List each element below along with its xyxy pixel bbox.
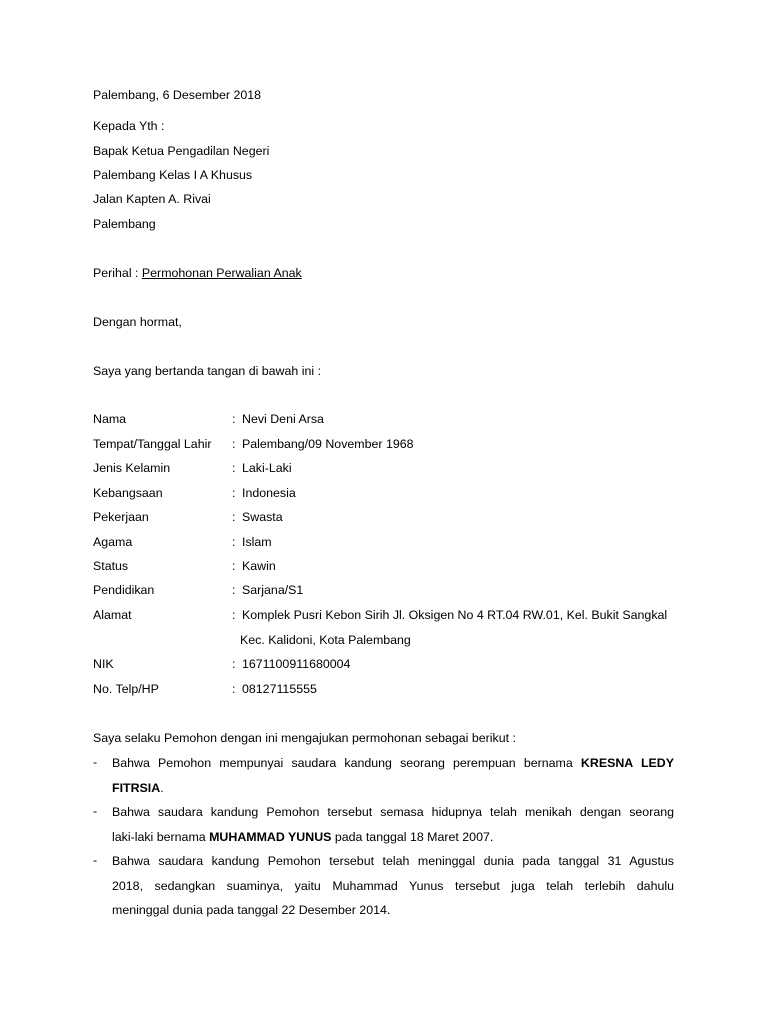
identity-row-status xyxy=(93,559,693,577)
identity-label: No. Telp/HP xyxy=(93,682,159,696)
recipient-line-street: Jalan Kapten A. Rivai xyxy=(93,192,211,206)
identity-colon: : xyxy=(232,535,236,549)
identity-colon: : xyxy=(232,437,236,451)
identity-row-phone xyxy=(93,682,693,700)
identity-colon: : xyxy=(232,510,236,524)
identity-value: Indonesia xyxy=(242,486,296,500)
point-2-line-1: Bahwa saudara kandung Pemohon tersebut semasa hidupnya telah menikah dengan seorang xyxy=(112,805,674,819)
point-2-text-b: pada tanggal 18 Maret 2007. xyxy=(331,829,494,844)
identity-value: Komplek Pusri Kebon Sirih Jl. Oksigen No 4 RT.04 RW.01, Kel. Bukit Sangkal xyxy=(242,608,668,622)
subject-value: Permohonan Perwalian Anak xyxy=(141,266,302,280)
identity-colon: : xyxy=(232,486,236,500)
point-1 xyxy=(112,751,674,800)
identity-value: Kec. Kalidoni, Kota Palembang xyxy=(240,633,411,647)
identity-row-gender xyxy=(93,461,693,479)
identity-row-religion xyxy=(93,535,693,553)
sister-name-first: KRESNA LEDY xyxy=(580,756,674,770)
point-1-line-2 xyxy=(112,776,674,801)
point-2 xyxy=(112,800,674,849)
point-3-line-1: Bahwa saudara kandung Pemohon tersebut telah meninggal dunia pada tanggal 31 Agustus xyxy=(112,854,674,868)
point-1-text: Bahwa Pemohon mempunyai saudara kandung seorang perempuan bernama xyxy=(112,756,581,770)
bullet-dash: - xyxy=(93,804,98,818)
identity-colon: : xyxy=(232,657,236,671)
subject-label: Perihal : xyxy=(93,266,142,280)
identity-value: Kawin xyxy=(242,559,276,573)
identity-value: Sarjana/S1 xyxy=(242,583,304,597)
subject-line xyxy=(93,266,302,280)
point-1-end: . xyxy=(160,780,164,795)
recipient-line-court: Palembang Kelas I A Khusus xyxy=(93,168,253,182)
identity-colon: : xyxy=(232,583,236,597)
identity-colon: : xyxy=(232,682,236,696)
identity-label: Alamat xyxy=(93,608,132,622)
greeting: Dengan hormat, xyxy=(93,315,182,329)
point-3-line-3: meninggal dunia pada tanggal 22 Desember 2014. xyxy=(112,903,391,917)
identity-row-address xyxy=(93,608,693,626)
identity-colon: : xyxy=(232,461,236,475)
point-2-line-2 xyxy=(112,825,674,850)
identity-value: Islam xyxy=(242,535,272,549)
identity-label: Jenis Kelamin xyxy=(93,461,171,475)
identity-value: Nevi Deni Arsa xyxy=(242,412,324,426)
identity-colon: : xyxy=(232,412,236,426)
identity-label: Pekerjaan xyxy=(93,510,149,524)
identity-value: 08127115555 xyxy=(242,682,317,696)
identity-value: 1671100911680004 xyxy=(242,657,351,671)
identity-value: Palembang/09 November 1968 xyxy=(242,437,414,451)
recipient-line-salutation: Kepada Yth : xyxy=(93,119,165,133)
recipient-line-city: Palembang xyxy=(93,217,156,231)
identity-row-address-cont xyxy=(93,633,693,651)
identity-row-nik xyxy=(93,657,693,675)
identity-label: Kebangsaan xyxy=(93,486,163,500)
place-date: Palembang, 6 Desember 2018 xyxy=(93,88,262,102)
point-3 xyxy=(112,849,674,923)
identity-value: Swasta xyxy=(242,510,283,524)
identity-row-education xyxy=(93,583,693,601)
identity-value: Laki-Laki xyxy=(242,461,292,475)
identity-row-nationality xyxy=(93,486,693,504)
identity-row-ttl xyxy=(93,437,693,455)
recipient-line-title: Bapak Ketua Pengadilan Negeri xyxy=(93,144,270,158)
identity-label: Status xyxy=(93,559,129,573)
identity-label: Nama xyxy=(93,412,127,426)
point-1-line-1 xyxy=(112,751,674,776)
identity-row-occupation xyxy=(93,510,693,528)
point-3-line-2: 2018, sedangkan suaminya, yaitu Muhammad Yunus tersebut juga telah terlebih dahulu xyxy=(112,878,674,893)
bullet-dash: - xyxy=(93,853,98,867)
identity-row-nama xyxy=(93,412,693,430)
sister-name-last: FITRSIA xyxy=(112,780,161,795)
request-intro: Saya selaku Pemohon dengan ini mengajukan permohonan sebagai berikut : xyxy=(93,731,516,745)
identity-label: Tempat/Tanggal Lahir xyxy=(93,437,212,451)
identity-label: NIK xyxy=(93,657,114,671)
identity-label: Agama xyxy=(93,535,133,549)
identity-colon: : xyxy=(232,608,236,622)
bullet-dash: - xyxy=(93,755,98,769)
identity-label: Pendidikan xyxy=(93,583,155,597)
point-2-text-a: laki-laki bernama xyxy=(112,829,210,844)
husband-name: MUHAMMAD YUNUS xyxy=(209,829,332,844)
identity-colon: : xyxy=(232,559,236,573)
intro-text: Saya yang bertanda tangan di bawah ini : xyxy=(93,364,322,378)
